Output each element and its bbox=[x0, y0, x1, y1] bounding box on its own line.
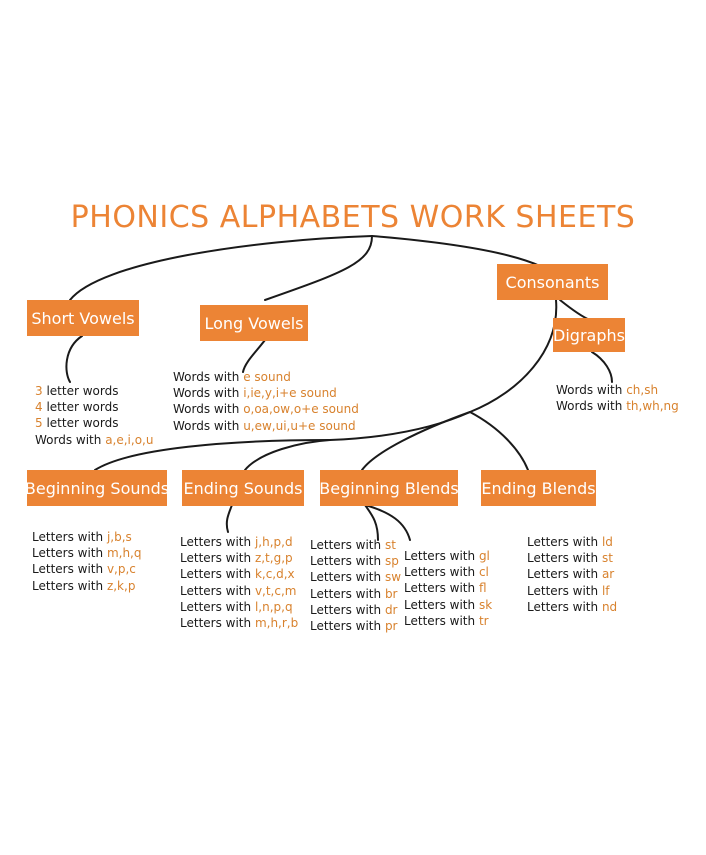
list-item bbox=[180, 550, 298, 566]
highlight-text: v,t,c,m bbox=[254, 583, 297, 598]
list-item bbox=[180, 599, 298, 615]
node-long-vowels: Long Vowels bbox=[200, 305, 308, 341]
item-text: Letters with bbox=[180, 599, 255, 614]
list-item bbox=[404, 548, 492, 564]
item-text: Letters with bbox=[32, 578, 107, 593]
highlight-text: ld bbox=[601, 535, 613, 549]
list-item bbox=[180, 615, 298, 631]
highlight-text: ar bbox=[601, 567, 615, 582]
highlight-text: 4 bbox=[35, 400, 43, 415]
node-ending-sounds: Ending Sounds bbox=[182, 470, 304, 506]
list-item bbox=[180, 534, 298, 550]
list-item bbox=[35, 399, 153, 415]
item-text: Letters with bbox=[527, 567, 602, 582]
highlight-text: 5 bbox=[35, 416, 43, 431]
list-beginning-sounds bbox=[32, 529, 141, 594]
highlight-text: ch,sh bbox=[626, 383, 659, 397]
highlight-text: l,n,p,q bbox=[254, 599, 293, 614]
item-text: Letters with bbox=[404, 597, 479, 612]
list-item bbox=[404, 613, 492, 629]
item-text: Letters with bbox=[404, 613, 479, 628]
node-short-vowels: Short Vowels bbox=[27, 300, 139, 336]
node-consonants: Consonants bbox=[497, 264, 608, 300]
list-item bbox=[404, 564, 492, 580]
list-short-vowels bbox=[35, 383, 153, 448]
list-item bbox=[173, 385, 359, 401]
item-text: Letters with bbox=[32, 562, 107, 577]
list-ending-sounds bbox=[180, 534, 298, 631]
item-text: Words with bbox=[556, 399, 627, 414]
highlight-text: k,c,d,x bbox=[254, 567, 295, 582]
item-text: letter words bbox=[42, 384, 119, 398]
highlight-text: j,h,p,d bbox=[254, 535, 293, 549]
highlight-text: cl bbox=[478, 565, 489, 580]
highlight-text: fl bbox=[478, 581, 487, 596]
item-text: Words with bbox=[556, 383, 627, 397]
node-beginning-sounds: Beginning Sounds bbox=[27, 470, 167, 506]
highlight-text: j,b,s bbox=[106, 530, 132, 544]
item-text: letter words bbox=[42, 416, 119, 431]
item-text: Letters with bbox=[180, 551, 255, 566]
highlight-text: tr bbox=[478, 613, 489, 628]
list-item bbox=[173, 418, 359, 434]
list-item bbox=[527, 550, 617, 566]
list-beginning-blends-a bbox=[310, 537, 401, 634]
item-text: Letters with bbox=[527, 583, 602, 598]
item-text: Letters with bbox=[310, 602, 385, 617]
list-item bbox=[556, 382, 679, 398]
highlight-text: m,h,q bbox=[106, 546, 142, 561]
list-item bbox=[527, 599, 617, 615]
page-title: PHONICS ALPHABETS WORK SHEETS bbox=[70, 200, 636, 235]
highlight-text: lf bbox=[601, 583, 610, 598]
item-text: Letters with bbox=[310, 554, 385, 569]
list-item bbox=[404, 597, 492, 613]
list-ending-blends bbox=[527, 534, 617, 615]
item-text: Letters with bbox=[180, 616, 255, 631]
item-text: Words with bbox=[173, 418, 244, 433]
highlight-text: m,h,r,b bbox=[254, 616, 299, 631]
list-item bbox=[527, 566, 617, 582]
item-text: Letters with bbox=[310, 538, 385, 552]
list-digraphs bbox=[556, 382, 679, 414]
highlight-text: u,ew,ui,u+e sound bbox=[243, 418, 356, 433]
item-text: Letters with bbox=[404, 581, 479, 596]
list-item bbox=[527, 583, 617, 599]
item-text: Letters with bbox=[527, 551, 602, 566]
highlight-text: nd bbox=[601, 599, 618, 614]
item-text: Letters with bbox=[527, 535, 602, 549]
node-beginning-blends: Beginning Blends bbox=[320, 470, 458, 506]
list-item bbox=[35, 415, 153, 431]
list-item bbox=[180, 583, 298, 599]
highlight-text: i,ie,y,i+e sound bbox=[243, 386, 337, 401]
list-item bbox=[35, 432, 153, 448]
highlight-text: v,p,c bbox=[106, 562, 136, 577]
list-item bbox=[310, 618, 401, 634]
item-text: Words with bbox=[35, 432, 106, 447]
item-text: Letters with bbox=[180, 583, 255, 598]
list-beginning-blends-b bbox=[404, 548, 492, 629]
list-item bbox=[310, 537, 401, 553]
list-item bbox=[310, 553, 401, 569]
highlight-text: sk bbox=[478, 597, 493, 612]
list-item bbox=[32, 545, 141, 561]
highlight-text: z,k,p bbox=[106, 578, 136, 593]
highlight-text: pr bbox=[384, 619, 398, 634]
list-item bbox=[32, 529, 141, 545]
list-item bbox=[173, 369, 359, 385]
item-text: Letters with bbox=[180, 567, 255, 582]
list-item bbox=[310, 569, 401, 585]
node-ending-blends: Ending Blends bbox=[481, 470, 596, 506]
list-item bbox=[556, 398, 679, 414]
highlight-text: br bbox=[384, 586, 398, 601]
item-text: Letters with bbox=[527, 599, 602, 614]
item-text: Letters with bbox=[404, 565, 479, 580]
list-item bbox=[32, 578, 141, 594]
item-text: Letters with bbox=[310, 570, 385, 585]
list-item bbox=[173, 401, 359, 417]
item-text: Letters with bbox=[310, 586, 385, 601]
list-item bbox=[35, 383, 153, 399]
highlight-text: a,e,i,o,u bbox=[105, 432, 154, 447]
highlight-text: st bbox=[384, 538, 396, 552]
item-text: Letters with bbox=[32, 546, 107, 561]
list-item bbox=[404, 580, 492, 596]
item-text: Letters with bbox=[32, 530, 107, 544]
list-item bbox=[310, 586, 401, 602]
node-digraphs: Digraphs bbox=[553, 318, 625, 352]
list-long-vowels bbox=[173, 369, 359, 434]
list-item bbox=[180, 566, 298, 582]
highlight-text: 3 bbox=[35, 384, 43, 398]
list-item bbox=[527, 534, 617, 550]
item-text: letter words bbox=[42, 400, 119, 415]
item-text: Words with bbox=[173, 402, 244, 417]
item-text: Words with bbox=[173, 386, 244, 401]
highlight-text: o,oa,ow,o+e sound bbox=[243, 402, 359, 417]
highlight-text: gl bbox=[478, 549, 490, 563]
item-text: Letters with bbox=[310, 619, 385, 634]
item-text: Words with bbox=[173, 370, 244, 384]
highlight-text: sp bbox=[384, 554, 399, 569]
highlight-text: dr bbox=[384, 602, 398, 617]
highlight-text: th,wh,ng bbox=[626, 399, 679, 414]
highlight-text: st bbox=[601, 551, 613, 566]
item-text: Letters with bbox=[404, 549, 479, 563]
list-item bbox=[32, 561, 141, 577]
list-item bbox=[310, 602, 401, 618]
highlight-text: sw bbox=[384, 570, 402, 585]
item-text: Letters with bbox=[180, 535, 255, 549]
highlight-text: z,t,g,p bbox=[254, 551, 293, 566]
highlight-text: e sound bbox=[243, 370, 291, 384]
